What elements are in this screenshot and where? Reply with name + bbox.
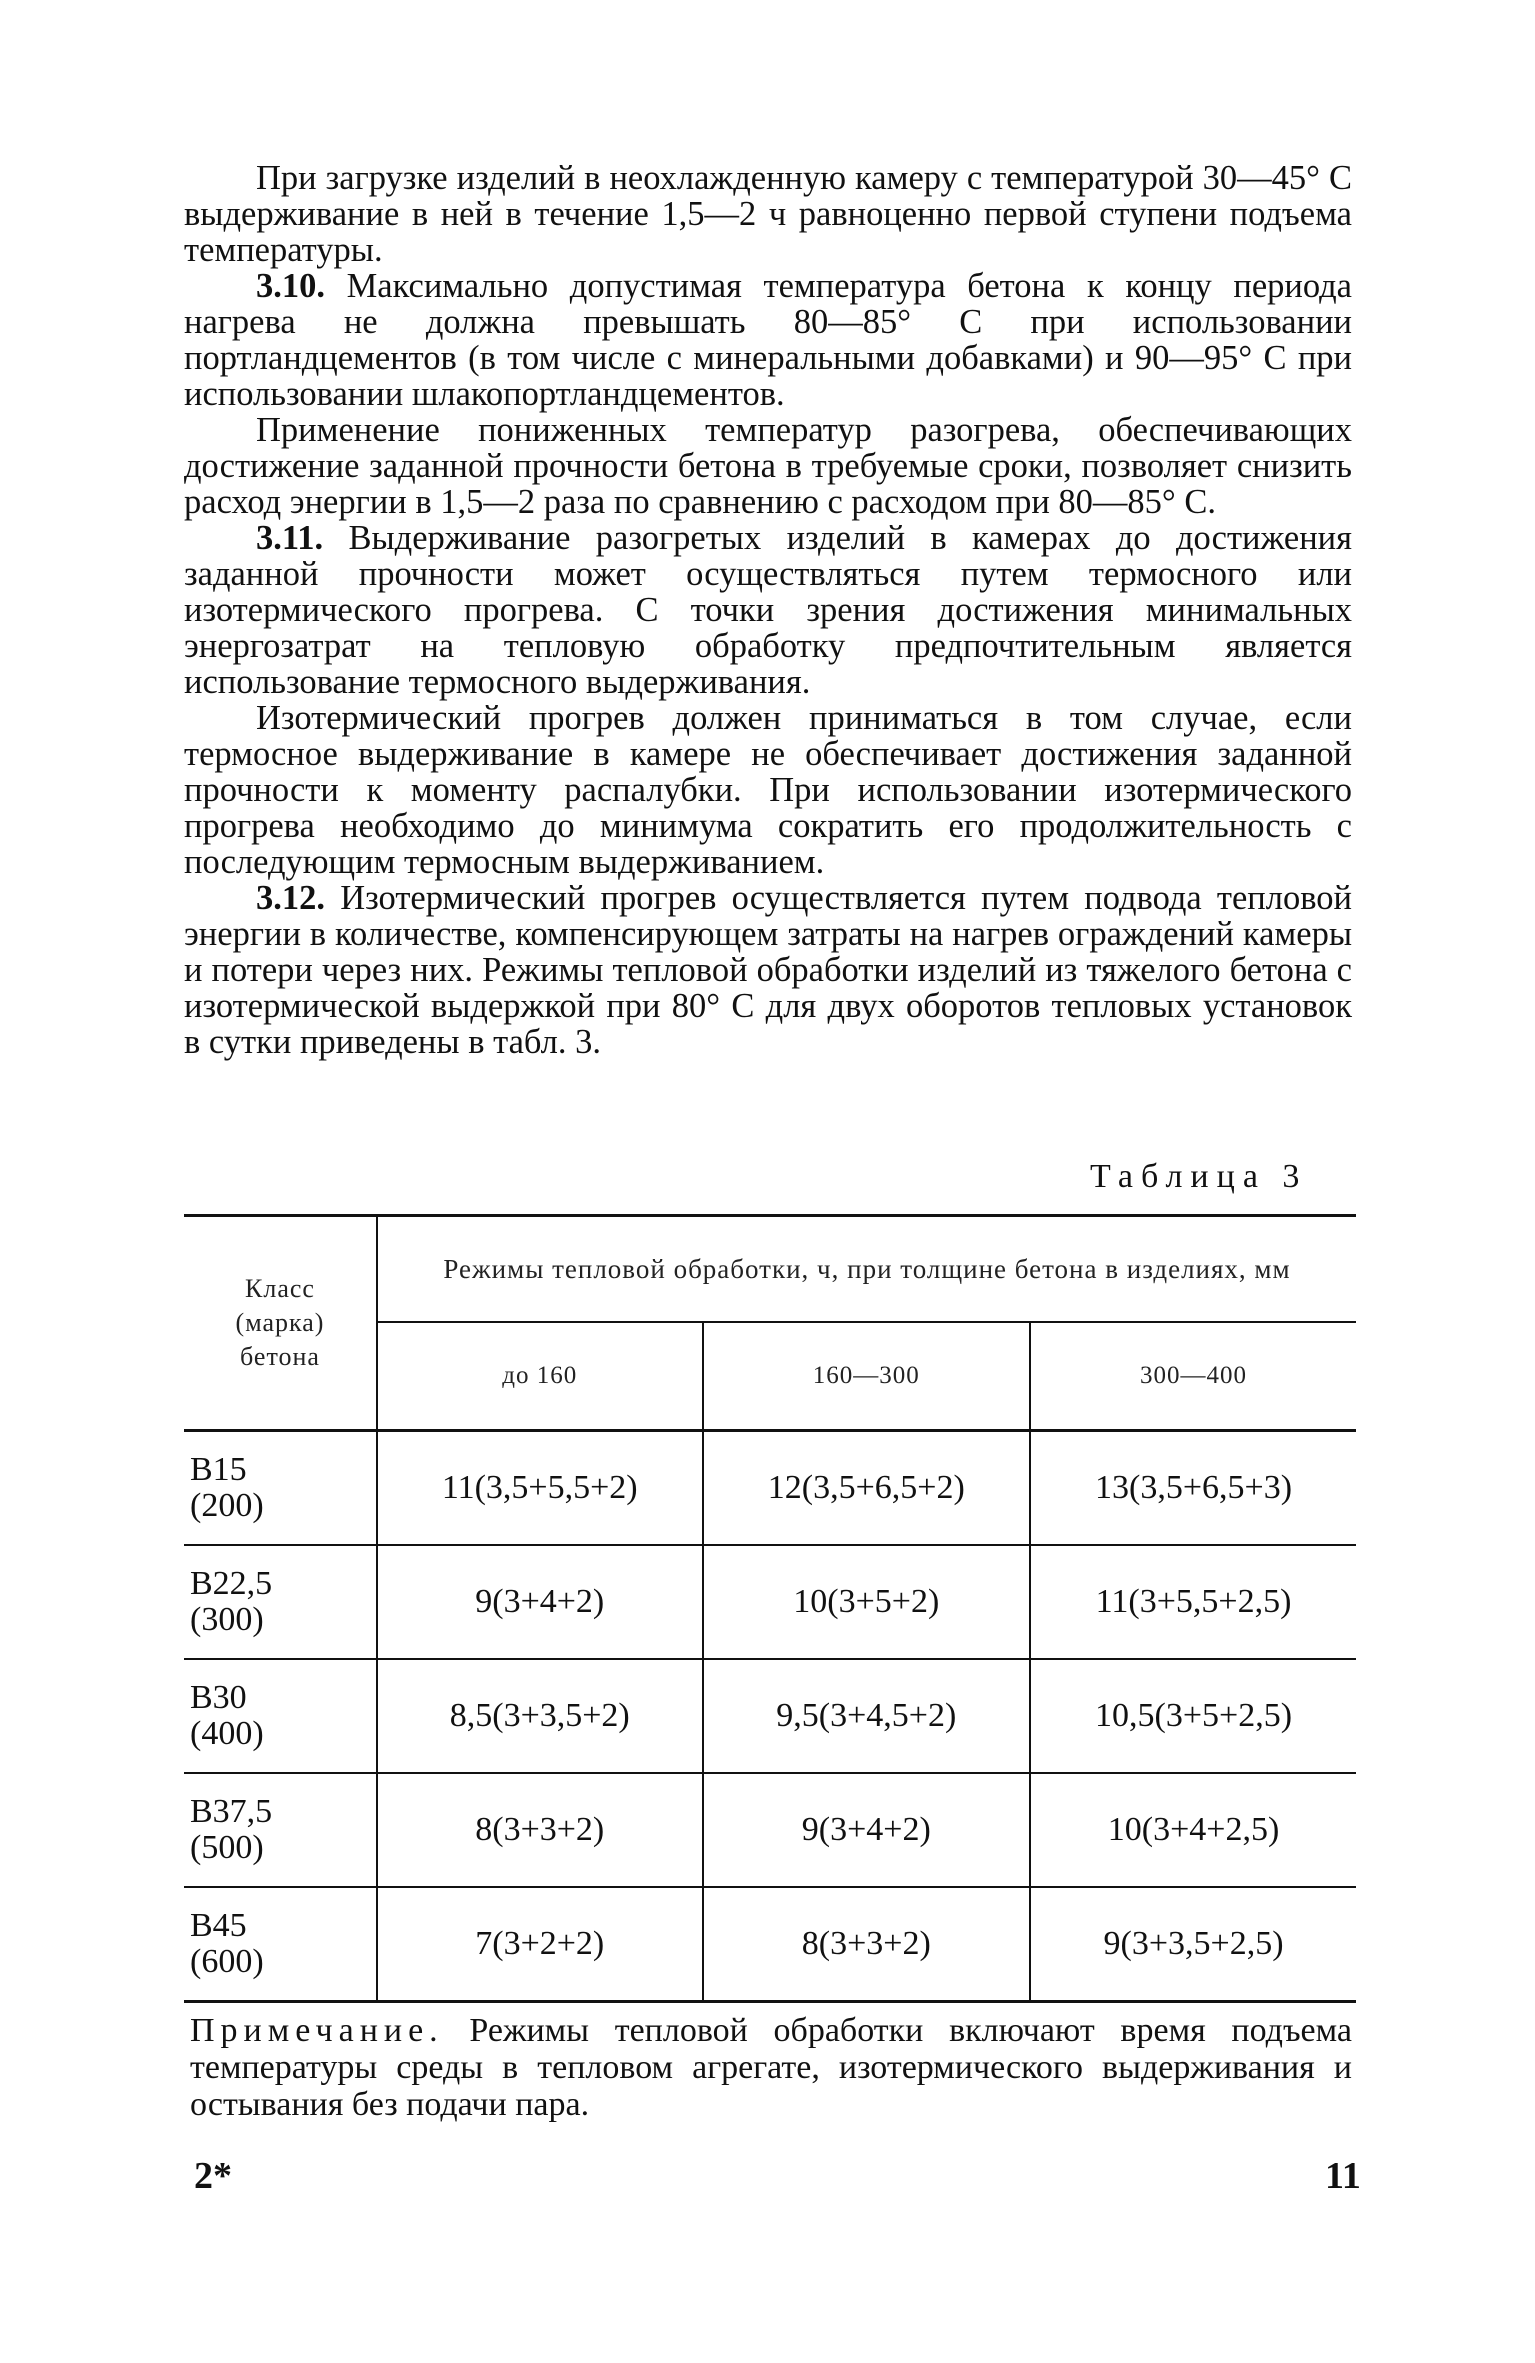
group-header: Режимы тепловой обработки, ч, при толщине бетона в изделиях, мм	[377, 1216, 1356, 1323]
paragraph	[184, 520, 1352, 700]
paragraph-text: Изотермический прогрев должен приниматься в том случае, если термосное выдерживание в камере не обеспечивает достижения заданной прочности к моменту распалубки. При использовании изотермического прогрева необходимо до минимума сократить его продолжительность с последующим термосным выдерживанием.	[184, 699, 1352, 881]
signature-mark: 2*	[194, 2155, 232, 2197]
page-number: 11	[1325, 2155, 1361, 2197]
grade-name: (200)	[190, 1487, 264, 1524]
paragraph	[184, 700, 1352, 880]
clause-number: 3.12.	[256, 879, 325, 917]
value-cell: 8(3+3+2)	[377, 1773, 703, 1887]
class-header-line: (марка)	[235, 1308, 325, 1337]
note-text: Режимы тепловой обработки включают время подъема температуры среды в тепловом агрегате, изотермического выдерживания и остывания без подачи пара.	[190, 2012, 1352, 2123]
table-row	[184, 1545, 1356, 1659]
class-header-line: бетона	[240, 1342, 320, 1371]
grade-name: (500)	[190, 1829, 264, 1866]
value-cell: 9(3+4+2)	[377, 1545, 703, 1659]
grade-name: (300)	[190, 1601, 264, 1638]
class-cell	[184, 1431, 377, 1546]
paragraph	[184, 268, 1352, 412]
value-cell: 11(3,5+5,5+2)	[377, 1431, 703, 1546]
body-text	[184, 160, 1352, 1060]
class-name: В15	[190, 1451, 247, 1488]
paragraph	[184, 412, 1352, 520]
table-note	[190, 2012, 1352, 2123]
column-header: 300—400	[1030, 1322, 1356, 1431]
value-cell: 10(3+4+2,5)	[1030, 1773, 1356, 1887]
paragraph-text: Применение пониженных температур разогрева, обеспечивающих достижение заданной прочности бетона в требуемые сроки, позволяет снизить расход энергии в 1,5—2 раза по сравнению с расходом при 80—85° С.	[184, 411, 1352, 521]
class-name: В22,5	[190, 1565, 273, 1602]
class-cell	[184, 1659, 377, 1773]
class-name: В45	[190, 1907, 247, 1944]
paragraph-text: При загрузке изделий в неохлажденную камеру с температурой 30—45° С выдерживание в ней в течение 1,5—2 ч равноценно первой ступени подъема температуры.	[184, 159, 1352, 269]
paragraph-text: Выдерживание разогретых изделий в камерах до достижения заданной прочности может осуществляться путем термосного или изотермического прогрева. С точки зрения достижения минимальных энергозатрат на тепловую обработку предпочтительным является использование термосного выдерживания.	[184, 519, 1352, 701]
paragraph	[184, 160, 1352, 268]
table-row	[184, 1887, 1356, 2002]
table-row	[184, 1773, 1356, 1887]
table-row	[184, 1659, 1356, 1773]
value-cell: 7(3+2+2)	[377, 1887, 703, 2002]
paragraph-text: Изотермический прогрев осуществляется путем подвода тепловой энергии в количестве, компенсирующем затраты на нагрев ограждений камеры и потери через них. Режимы тепловой обработки изделий из тяжелого бетона с изотермической выдержкой при 80° С для двух оборотов тепловых установок в сутки приведены в табл. 3.	[184, 879, 1352, 1061]
value-cell: 10,5(3+5+2,5)	[1030, 1659, 1356, 1773]
column-header: 160—300	[703, 1322, 1031, 1431]
grade-name: (600)	[190, 1943, 264, 1980]
class-cell	[184, 1773, 377, 1887]
value-cell: 10(3+5+2)	[703, 1545, 1031, 1659]
class-header-line: Класс	[245, 1274, 315, 1303]
class-header	[184, 1216, 377, 1431]
value-cell: 8(3+3+2)	[703, 1887, 1031, 2002]
value-cell: 11(3+5,5+2,5)	[1030, 1545, 1356, 1659]
table-row	[184, 1431, 1356, 1546]
value-cell: 9,5(3+4,5+2)	[703, 1659, 1031, 1773]
column-header: до 160	[377, 1322, 703, 1431]
value-cell: 12(3,5+6,5+2)	[703, 1431, 1031, 1546]
clause-number: 3.11.	[256, 519, 324, 557]
grade-name: (400)	[190, 1715, 264, 1752]
value-cell: 8,5(3+3,5+2)	[377, 1659, 703, 1773]
paragraph-text: Максимально допустимая температура бетона к концу периода нагрева не должна превышать 80—85° С при использовании портландцементов (в том числе с минеральными добавками) и 90—95° С при использовании шлакопортландцементов.	[184, 267, 1352, 413]
class-cell	[184, 1887, 377, 2002]
clause-number: 3.10.	[256, 267, 325, 305]
paragraph	[184, 880, 1352, 1060]
value-cell: 9(3+4+2)	[703, 1773, 1031, 1887]
table-caption: Таблица 3	[1090, 1158, 1308, 1195]
note-label: Примечание.	[190, 2012, 444, 2049]
value-cell: 9(3+3,5+2,5)	[1030, 1887, 1356, 2002]
class-name: В37,5	[190, 1793, 273, 1830]
heat-treatment-table	[184, 1214, 1356, 2003]
value-cell: 13(3,5+6,5+3)	[1030, 1431, 1356, 1546]
class-name: В30	[190, 1679, 247, 1716]
class-cell	[184, 1545, 377, 1659]
